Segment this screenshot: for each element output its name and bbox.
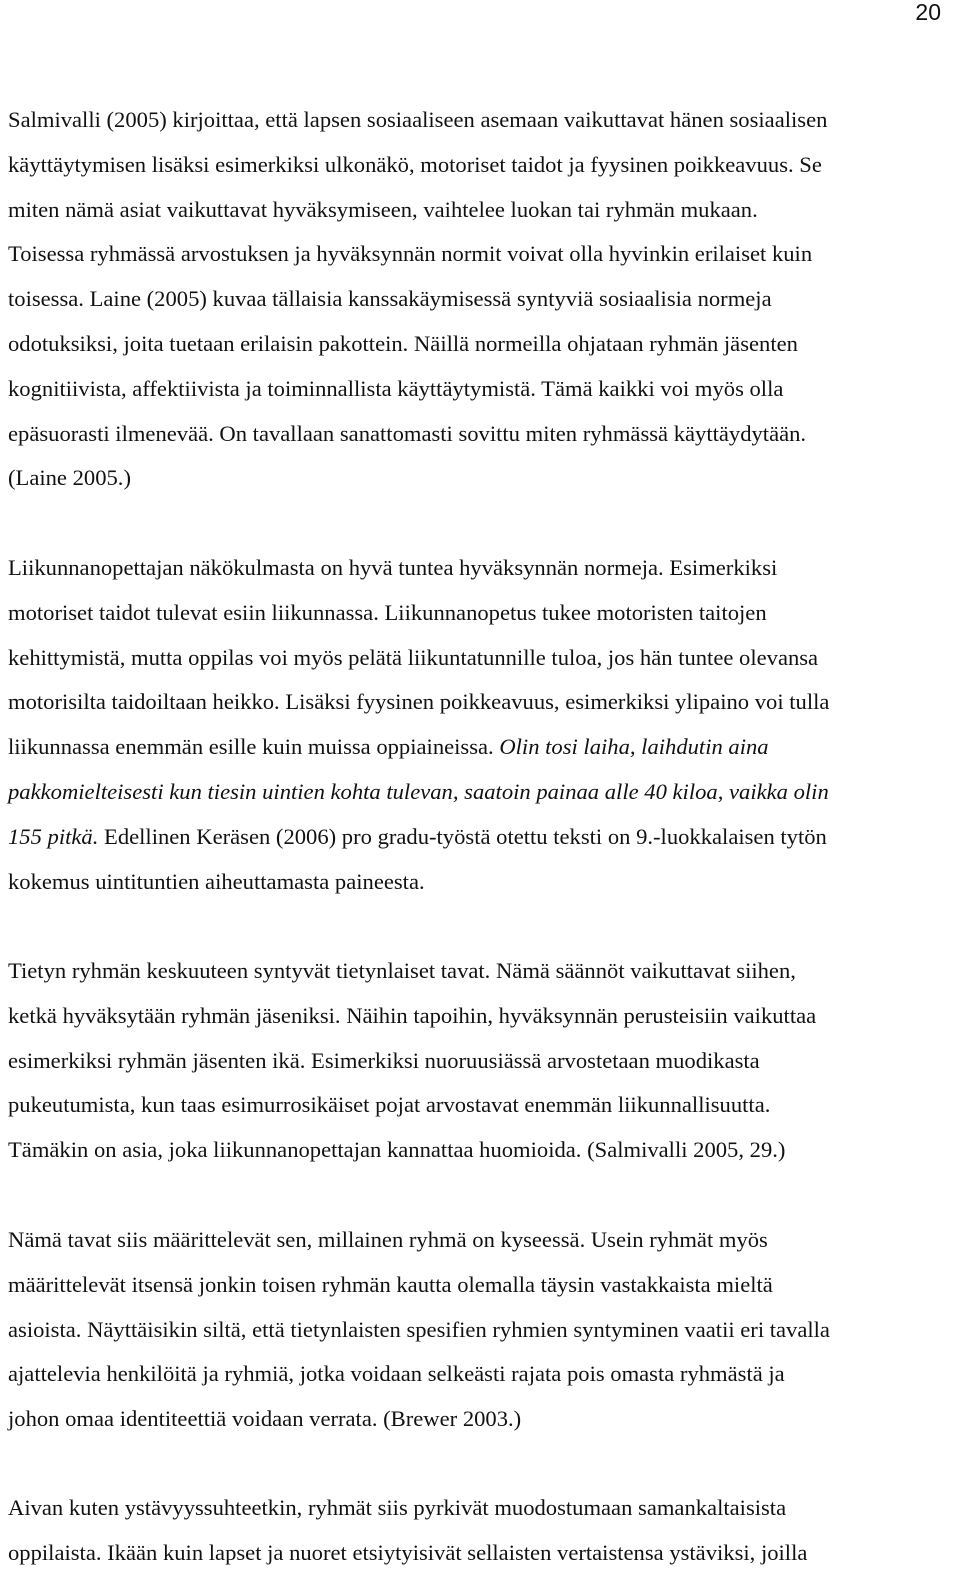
text-line: määrittelevät itsensä jonkin toisen ryhmän kautta olemalla täysin vastakkaista mieltä (8, 1271, 773, 1297)
text-run: liikunnassa enemmän esille kuin muissa oppiaineissa. (8, 734, 500, 760)
text-line: odotuksiksi, joita tuetaan erilaisin pakottein. Näillä normeilla ohjataan ryhmän jäsenten (8, 330, 798, 356)
text-line: Liikunnanopettajan näkökulmasta on hyvä tuntea hyväksynnän normeja. Esimerkiksi (8, 555, 778, 580)
text-line: kokemus uintituntien aiheuttamasta paineesta. (8, 868, 425, 894)
text-line: ketkä hyväksytään ryhmän jäseniksi. Näihin tapoihin, hyväksynnän perusteisiin vaikuttaa (8, 1002, 817, 1028)
text-line: oppilaista. Ikään kuin lapset ja nuoret etsiytyisivät sellaisten vertaistensa ystäviksi, joilla (8, 1539, 808, 1565)
text-line: johon omaa identiteettiä voidaan verrata. (Brewer 2003.) (8, 1406, 522, 1432)
paragraph-2 (8, 546, 956, 904)
paragraph-4 (8, 1218, 956, 1442)
text-line: esimerkiksi ryhmän jäsenten ikä. Esimerkiksi nuoruusiässä arvostetaan muodikasta (8, 1047, 760, 1073)
text-line: Nämä tavat siis määrittelevät sen, millainen ryhmä on kyseessä. Usein ryhmät myös (8, 1227, 768, 1252)
paragraph-5 (8, 1486, 956, 1576)
text-line: pukeutumista, kun taas esimurrosikäiset pojat arvostavat enemmän liikunnallisuutta. (8, 1092, 771, 1118)
quote-text: 155 pitkä. (8, 823, 99, 849)
text-line: Toisessa ryhmässä arvostuksen ja hyväksynnän normit voivat olla hyvinkin erilaiset kuin (8, 241, 813, 267)
text-line: motorisilta taidoiltaan heikko. Lisäksi fyysinen poikkeavuus, esimerkiksi ylipaino voi tulla (8, 689, 830, 715)
text-line: kognitiivista, affektiivista ja toiminnallista käyttäytymistä. Tämä kaikki voi myös olla (8, 375, 784, 401)
page-number: 20 (915, 0, 941, 25)
text-line: (Laine 2005.) (8, 465, 131, 491)
paragraph-3 (8, 949, 956, 1173)
text-line-mixed (8, 725, 956, 770)
text-line: epäsuorasti ilmenevää. On tavallaan sanattomasti sovittu miten ryhmässä käyttäydytään. (8, 420, 807, 446)
text-line: Aivan kuten ystävyyssuhteetkin, ryhmät siis pyrkivät muodostumaan samankaltaisista (8, 1495, 787, 1520)
text-line: toisessa. Laine (2005) kuvaa tällaisia kanssakäymisessä syntyviä sosiaalisia normeja (8, 286, 772, 312)
text-line: Salmivalli (2005) kirjoittaa, että lapsen sosiaaliseen asemaan vaikuttavat hänen sosiaalisen (8, 107, 828, 132)
quote-text: Olin tosi laiha, laihdutin aina (499, 734, 769, 760)
text-line: asioista. Näyttäisikin siltä, että tietynlaisten spesifien ryhmien syntyminen vaatii eri tavalla (8, 1316, 830, 1342)
text-line: käyttäytymisen lisäksi esimerkiksi ulkonäkö, motoriset taidot ja fyysinen poikkeavuus. Se (8, 151, 822, 177)
text-line: miten nämä asiat vaikuttavat hyväksymiseen, vaihtelee luokan tai ryhmän mukaan. (8, 196, 758, 222)
text-line-mixed (8, 815, 956, 860)
text-run: Edellinen Keräsen (2006) pro gradu-työstä otettu teksti on 9.-luokkalaisen tytön (98, 823, 827, 849)
quote-text: pakkomielteisesti kun tiesin uintien kohta tulevan, saatoin painaa alle 40 kiloa, vaikka olin (8, 778, 829, 804)
paragraph-1 (8, 98, 956, 501)
text-line: kehittymistä, mutta oppilas voi myös pelätä liikuntatunnille tuloa, jos hän tuntee olevansa (8, 644, 819, 670)
text-line: Tietyn ryhmän keskuuteen syntyvät tietynlaiset tavat. Nämä säännöt vaikuttavat siihen, (8, 958, 796, 983)
text-line: ajattelevia henkilöitä ja ryhmiä, jotka voidaan selkeästi rajata pois omasta ryhmästä ja (8, 1361, 785, 1387)
text-line: Tämäkin on asia, joka liikunnanopettajan kannattaa huomioida. (Salmivalli 2005, 29.) (8, 1137, 786, 1163)
text-line: motoriset taidot tulevat esiin liikunnassa. Liikunnanopetus tukee motoristen taitojen (8, 599, 767, 625)
